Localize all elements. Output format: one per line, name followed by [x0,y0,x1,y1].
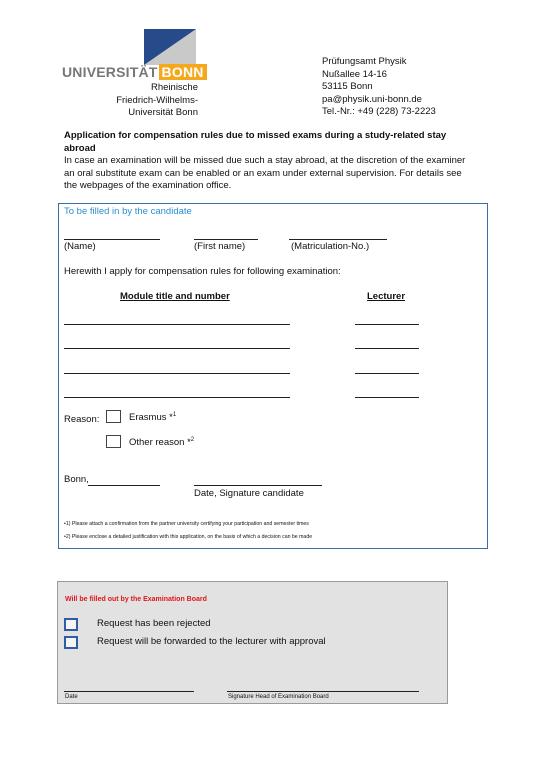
address-line: Nußallee 14-16 [322,68,387,80]
other-reason-option-label [129,437,194,448]
first-name-field[interactable] [194,239,258,240]
board-section-heading: Will be filled out by the Examination Board [65,596,207,603]
candidate-section-heading: To be filled in by the candidate [64,206,192,217]
address-email: pa@physik.uni-bonn.de [322,93,422,105]
university-line: Friedrich-Wilhelms- [116,94,198,106]
university-line: Rheinische [151,82,198,93]
university-logo-icon [144,29,196,65]
board-date-label: Date [65,694,78,700]
rejected-checkbox[interactable] [64,618,78,631]
footnote-2: •2) Please enclose a detailed justification with this application, on the basis of which a decision can be made [64,534,313,540]
form-description: In case an examination will be missed due such a stay abroad, at the discretion of the examiner an oral substitute exam can be enabled or an exam under external supervision. For details see the webpages of the examination office. [64,155,466,191]
lecturer-column-header: Lecturer [367,291,406,302]
university-line: Universität Bonn [128,107,198,118]
module-field[interactable] [64,373,290,374]
lecturer-field[interactable] [355,348,419,349]
address-phone: Tel.-Nr.: +49 (228) 73-2223 [322,106,436,117]
rejected-option-label: Request has been rejected [97,618,211,629]
erasmus-checkbox[interactable] [106,410,121,423]
footnote-2-text: 2) Please enclose a detailed justification with this application, on the basis of which a decision can be made [65,534,313,540]
place-date-field[interactable] [88,485,160,486]
module-field[interactable] [64,324,290,325]
matriculation-field[interactable] [289,239,387,240]
other-reason-text: Other reason * [129,437,191,449]
logo-word-accent: BONN [159,64,207,80]
module-column-header: Module title and number [120,291,230,302]
university-name [100,82,198,120]
footnote-ref-2: 2 [190,437,195,443]
address-line: 53115 Bonn [322,81,373,92]
first-name-label: (First name) [194,241,246,252]
module-field[interactable] [64,348,290,349]
forwarded-checkbox[interactable] [64,636,78,649]
name-label: (Name) [64,241,96,252]
candidate-signature-label: Date, Signature candidate [194,488,304,499]
erasmus-option-label [129,412,176,423]
board-date-field[interactable] [64,691,194,692]
lecturer-field[interactable] [355,324,419,325]
form-title: Application for compensation rules due to missed exams during a study-related stay abroad [64,130,447,154]
module-field[interactable] [64,397,290,398]
apply-statement: Herewith I apply for compensation rules for following examination: [64,266,341,277]
footnote-1: •1) Please attach a confirmation from the partner university certifying your participation and semester times [64,521,309,527]
place-label: Bonn, [64,474,89,485]
address-line: Prüfungsamt Physik [322,56,407,67]
other-reason-checkbox[interactable] [106,435,121,448]
board-signature-label: Signature Head of Examination Board [228,694,329,700]
footnote-1-text: 1) Please attach a confirmation from the partner university certifying your participation and semester times [65,521,309,527]
office-address [322,56,436,119]
name-field[interactable] [64,239,160,240]
board-signature-field[interactable] [227,691,419,692]
footnote-ref-1: 1 [172,412,177,418]
candidate-signature-field[interactable] [194,485,322,486]
logo-word-main: UNIVERSITÄT [62,64,158,80]
matriculation-label: (Matriculation-No.) [291,241,370,252]
forwarded-option-label: Request will be forwarded to the lecturer with approval [97,636,326,647]
lecturer-field[interactable] [355,373,419,374]
university-logo-wordmark [62,64,207,80]
erasmus-text: Erasmus * [129,412,173,424]
lecturer-field[interactable] [355,397,419,398]
reason-label: Reason: [64,414,100,425]
